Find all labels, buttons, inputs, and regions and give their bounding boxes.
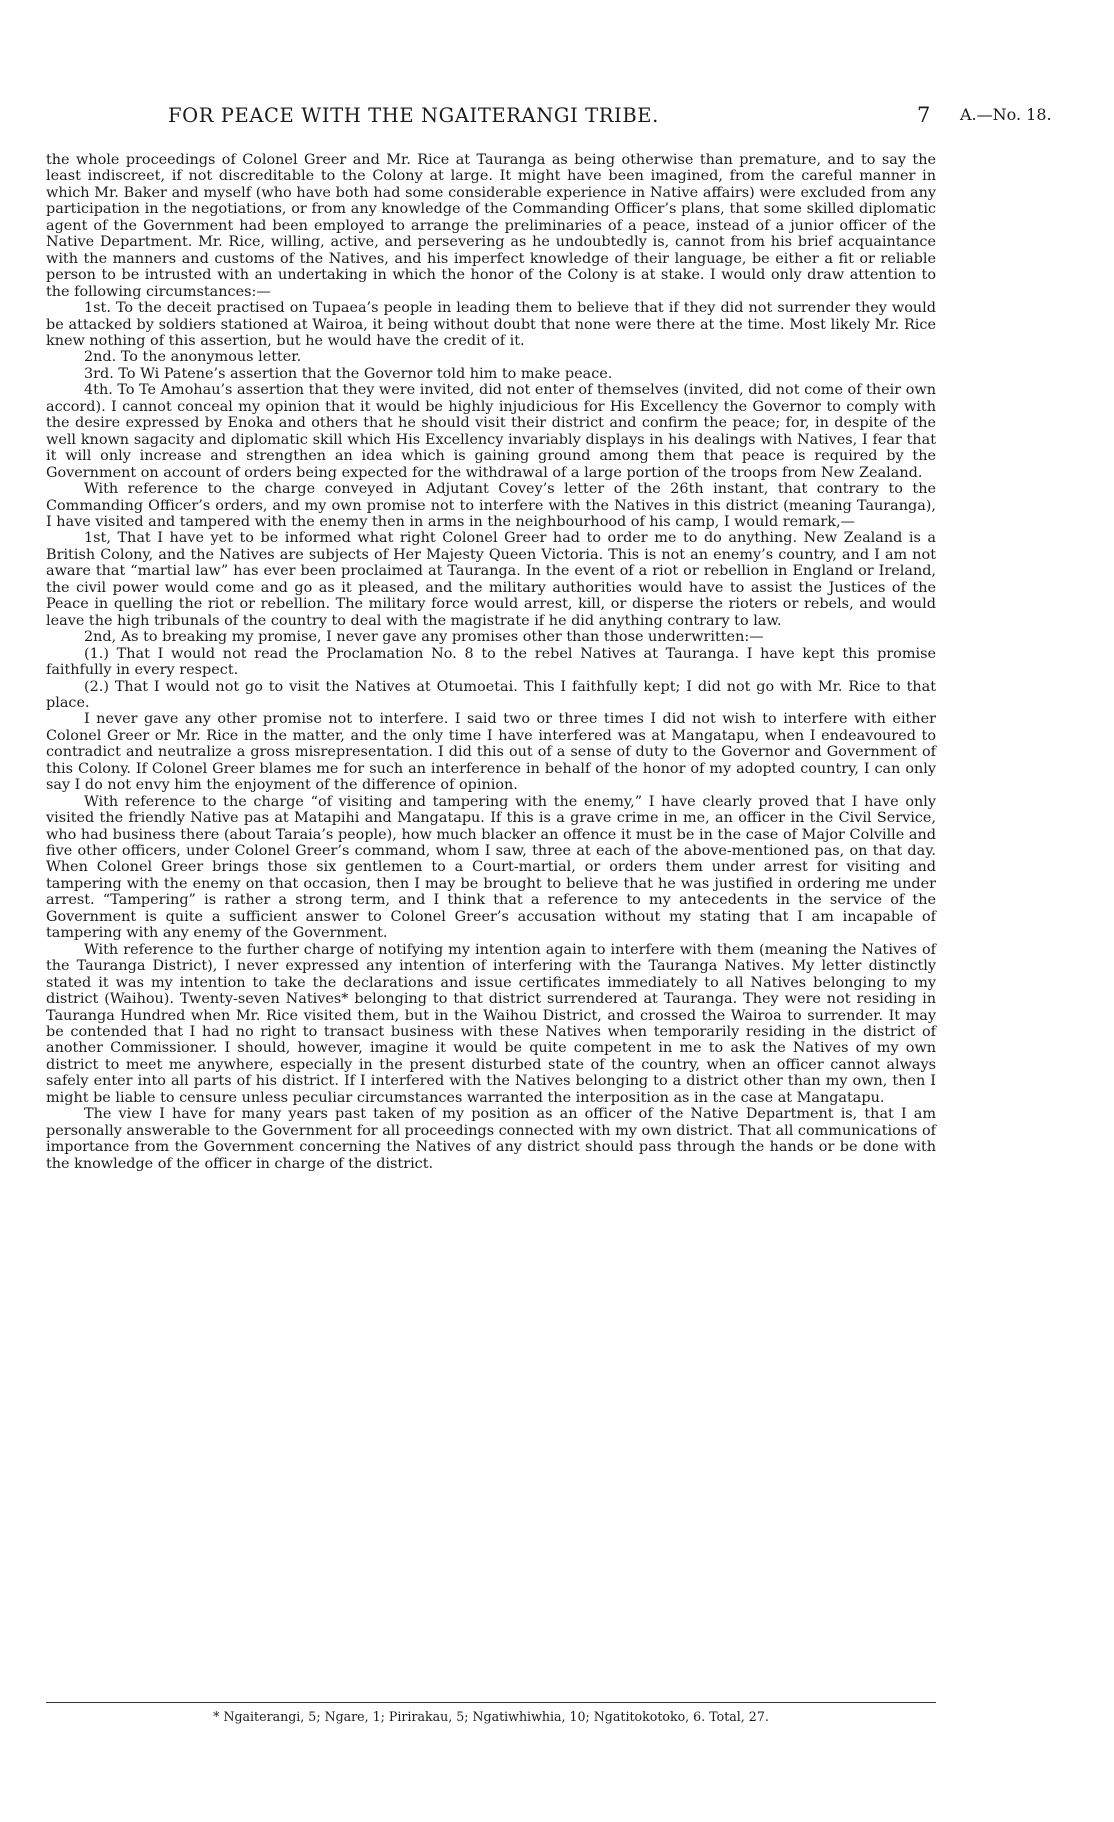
paragraph: the whole proceedings of Colonel Greer and Mr. Rice at Tauranga as being otherwise than premature, and to say the least indiscreet, if not discreditable to the Colony at large. It might have been imagined, from the careful manner in which Mr. Baker and myself (who have both had some considerable experience in Native affairs) were excluded from any participation in the negotiations, or from any knowledge of the Commanding Officer’s plans, that some skilled diplomatic agent of the Government had been employed to arrange the preliminaries of a peace, instead of a junior officer of the Native Department. Mr. Rice, willing, active, and persevering as he undoubtedly is, cannot from his brief acquaintance with the manners and customs of the Natives, and his imperfect knowledge of their language, be either a fit or reliable person to be intrusted with an undertaking in which the honor of the Colony is at stake. I would only draw attention to the following circumstances:— (46, 152, 936, 300)
footnote-rule (46, 1702, 936, 1703)
page-number: 7 (917, 103, 931, 127)
paragraph: The view I have for many years past taken of my position as an officer of the Native Department is, that I am personally answerable to the Government for all proceedings connected with my own district. That all communications of importance from the Government concerning the Natives of any district should pass through the hands or be done with the knowledge of the officer in charge of the district. (46, 1106, 936, 1172)
paragraph: 1st, That I have yet to be informed what right Colonel Greer had to order me to do anything. New Zealand is a British Colony, and the Natives are subjects of Her Majesty Queen Victoria. This is not an enemy’s country, and I am not aware that “martial law” has ever been proclaimed at Tauranga. In the event of a riot or rebellion in England or Ireland, the civil power would come and go as it pleased, and the military authorities would have to assist the Justices of the Peace in quelling the riot or rebellion. The military force would arrest, kill, or disperse the rioters or rebels, and would leave the high tribunals of the country to deal with the magistrate if he did anything contrary to law. (46, 530, 936, 629)
paragraph: 3rd. To Wi Patene’s assertion that the Governor told him to make peace. (84, 365, 613, 382)
paragraph: 4th. To Te Amohau’s assertion that they were invited, did not enter of themselves (invited, did not come of their own accord). I cannot conceal my opinion that it would be highly injudicious for His Excellency the Governor to comply with the desire expressed by Enoka and others that he should visit their district and confirm the peace; for, in despite of the well known sagacity and diplomatic skill which His Excellency invariably displays in his dealings with Natives, I fear that it will only increase and strengthen an idea which is gaining ground among them that peace is required by the Government on account of orders being expected for the withdrawal of a large portion of the troops from New Zealand. (46, 382, 936, 481)
paragraph: 2nd. To the anonymous letter. (84, 349, 302, 366)
page-header (0, 104, 1114, 134)
paper-reference: A.—No. 18. (960, 105, 1052, 124)
paragraph: (1.) That I would not read the Proclamation No. 8 to the rebel Natives at Tauranga. I have kept this promise faithfully in every respect. (46, 645, 936, 679)
paragraph: With reference to the charge “of visiting and tampering with the enemy,” I have clearly proved that I have only visited the friendly Native pas at Matapihi and Mangatapu. If this is a grave crime in me, an officer in the Civil Service, who had business there (about Taraia’s people), how much blacker an offence it must be in the case of Major Colville and five other officers, under Colonel Greer’s command, whom I saw, three at each of the above-mentioned pas, on that day. When Colonel Greer brings those six gentlemen to a Court-martial, or orders them under arrest for visiting and tampering with the enemy on that occasion, then I may be brought to believe that he was justified in ordering me under arrest. “Tampering” is rather a strong term, and I think that a reference to my antecedents in the service of the Government is quite a sufficient answer to Colonel Greer’s accusation without my stating that I am incapable of tampering with any enemy of the Government. (46, 793, 936, 942)
footnote: * Ngaiterangi, 5; Ngare, 1; Pirirakau, 5; Ngatiwhiwhia, 10; Ngatitokotoko, 6. Total, 27. (213, 1709, 769, 1724)
body-text (46, 152, 936, 1172)
paragraph: With reference to the charge conveyed in Adjutant Covey’s letter of the 26th instant, that contrary to the Commanding Officer’s orders, and my own promise not to interfere with the Natives in this district (meaning Tauranga), I have visited and tampered with the enemy then in arms in the neighbourhood of his camp, I would remark,— (46, 481, 936, 530)
paragraph: 2nd, As to breaking my promise, I never gave any promises other than those underwritten:— (84, 629, 764, 646)
running-title: FOR PEACE WITH THE NGAITERANGI TRIBE. (168, 104, 659, 127)
paragraph: 1st. To the deceit practised on Tupaea’s people in leading them to believe that if they did not surrender they would be attacked by soldiers stationed at Wairoa, it being without doubt that none were there at the time. Most likely Mr. Rice knew nothing of this assertion, but he would have the credit of it. (46, 300, 936, 349)
paragraph: With reference to the further charge of notifying my intention again to interfere with them (meaning the Natives of the Tauranga District), I never expressed any intention of interfering with the Tauranga Natives. My letter distinctly stated it was my intention to take the declarations and issue certificates immediately to all Natives belonging to my district (Waihou). Twenty-seven Natives* belonging to that district surrendered at Tauranga. They were not residing in Tauranga Hundred when Mr. Rice visited them, but in the Waihou District, and crossed the Wairoa to surrender. It may be contended that I had no right to transact business with these Natives when temporarily residing in the district of another Commissioner. I should, however, imagine it would be quite competent in me to ask the Natives of my own district to meet me anywhere, especially in the present disturbed state of the country, when an officer cannot always safely enter into all parts of his district. If I interfered with the Natives belonging to a district other than my own, then I might be liable to censure unless peculiar circumstances warranted the interposition as in the case at Mangatapu. (46, 941, 936, 1106)
paragraph: I never gave any other promise not to interfere. I said two or three times I did not wish to interfere with either Colonel Greer or Mr. Rice in the matter, and the only time I have interfered was at Mangatapu, when I endeavoured to contradict and neutralize a gross misrepresentation. I did this out of a sense of duty to the Governor and Government of this Colony. If Colonel Greer blames me for such an interference in behalf of the honor of my adopted country, I can only say I do not envy him the enjoyment of the difference of opinion. (46, 711, 936, 794)
paragraph: (2.) That I would not go to visit the Natives at Otumoetai. This I faithfully kept; I did not go with Mr. Rice to that place. (46, 678, 936, 711)
